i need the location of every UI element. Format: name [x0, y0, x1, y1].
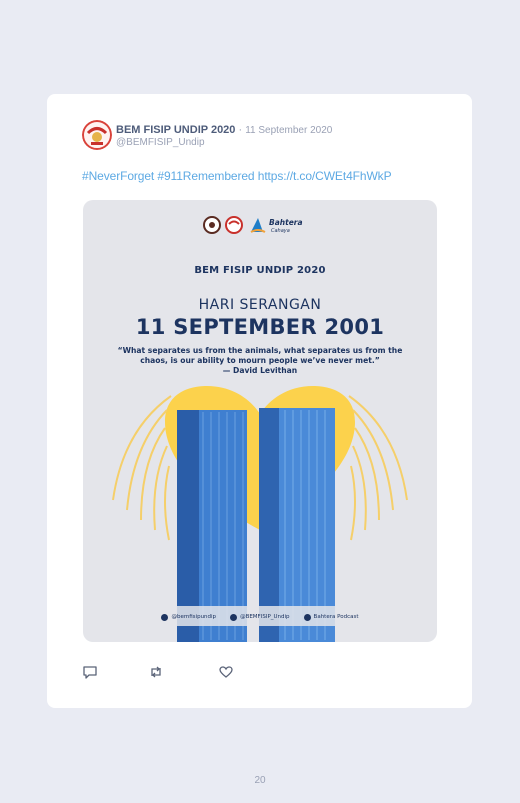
social-podcast	[304, 614, 359, 621]
social-twitter	[230, 614, 289, 621]
poster-headline: 11 SEPTEMBER 2001	[135, 315, 385, 339]
reply-button[interactable]	[82, 664, 98, 680]
retweet-button[interactable]	[148, 664, 164, 680]
tweet-image[interactable]	[83, 200, 437, 642]
page-number: 20	[254, 775, 266, 786]
poster-social-bar	[83, 608, 437, 626]
social-instagram	[161, 614, 216, 621]
poster-org: BEM FISIP UNDIP 2020	[194, 265, 326, 276]
tweet-text	[82, 169, 391, 183]
hashtag-911remembered[interactable]: #911Remembered	[157, 169, 255, 183]
social-podcast-label: Bahtera Podcast	[313, 614, 359, 620]
social-instagram-label: @bemfisipundip	[171, 614, 217, 620]
tweet-card	[47, 94, 472, 708]
instagram-icon	[161, 614, 168, 621]
tweet-date[interactable]: 11 September 2020	[245, 125, 333, 136]
avatar[interactable]	[82, 120, 112, 150]
hashtag-neverforget[interactable]: #NeverForget	[82, 169, 155, 183]
separator: ·	[238, 124, 243, 136]
author-line	[116, 124, 332, 136]
tweet-link[interactable]: https://t.co/CWEt4FhWkP	[257, 169, 392, 183]
quote-author: — David Levithan	[222, 366, 298, 375]
twitter-icon	[230, 614, 237, 621]
author-name[interactable]: BEM FISIP UNDIP 2020	[116, 124, 236, 136]
quote-text: “What separates us from the animals, what separates us from the chaos, is our ability to mourn people we’ve never met.”	[117, 346, 403, 365]
like-button[interactable]	[218, 664, 234, 680]
logo-text-bahtera: Bahtera	[269, 218, 303, 227]
reply-icon	[82, 664, 98, 680]
logo-text-cahaya: Cahaya	[271, 228, 290, 234]
social-twitter-label: @BEMFISIP_Undip	[240, 614, 290, 620]
retweet-icon	[148, 664, 164, 680]
tweet-actions	[82, 664, 252, 680]
poster-subtitle: HARI SERANGAN	[198, 297, 322, 313]
podcast-icon	[304, 614, 311, 621]
poster-logos	[203, 214, 323, 236]
heart-icon	[218, 664, 234, 680]
poster-quote	[113, 346, 407, 376]
author-handle[interactable]: @BEMFISIP_Undip	[116, 137, 205, 148]
